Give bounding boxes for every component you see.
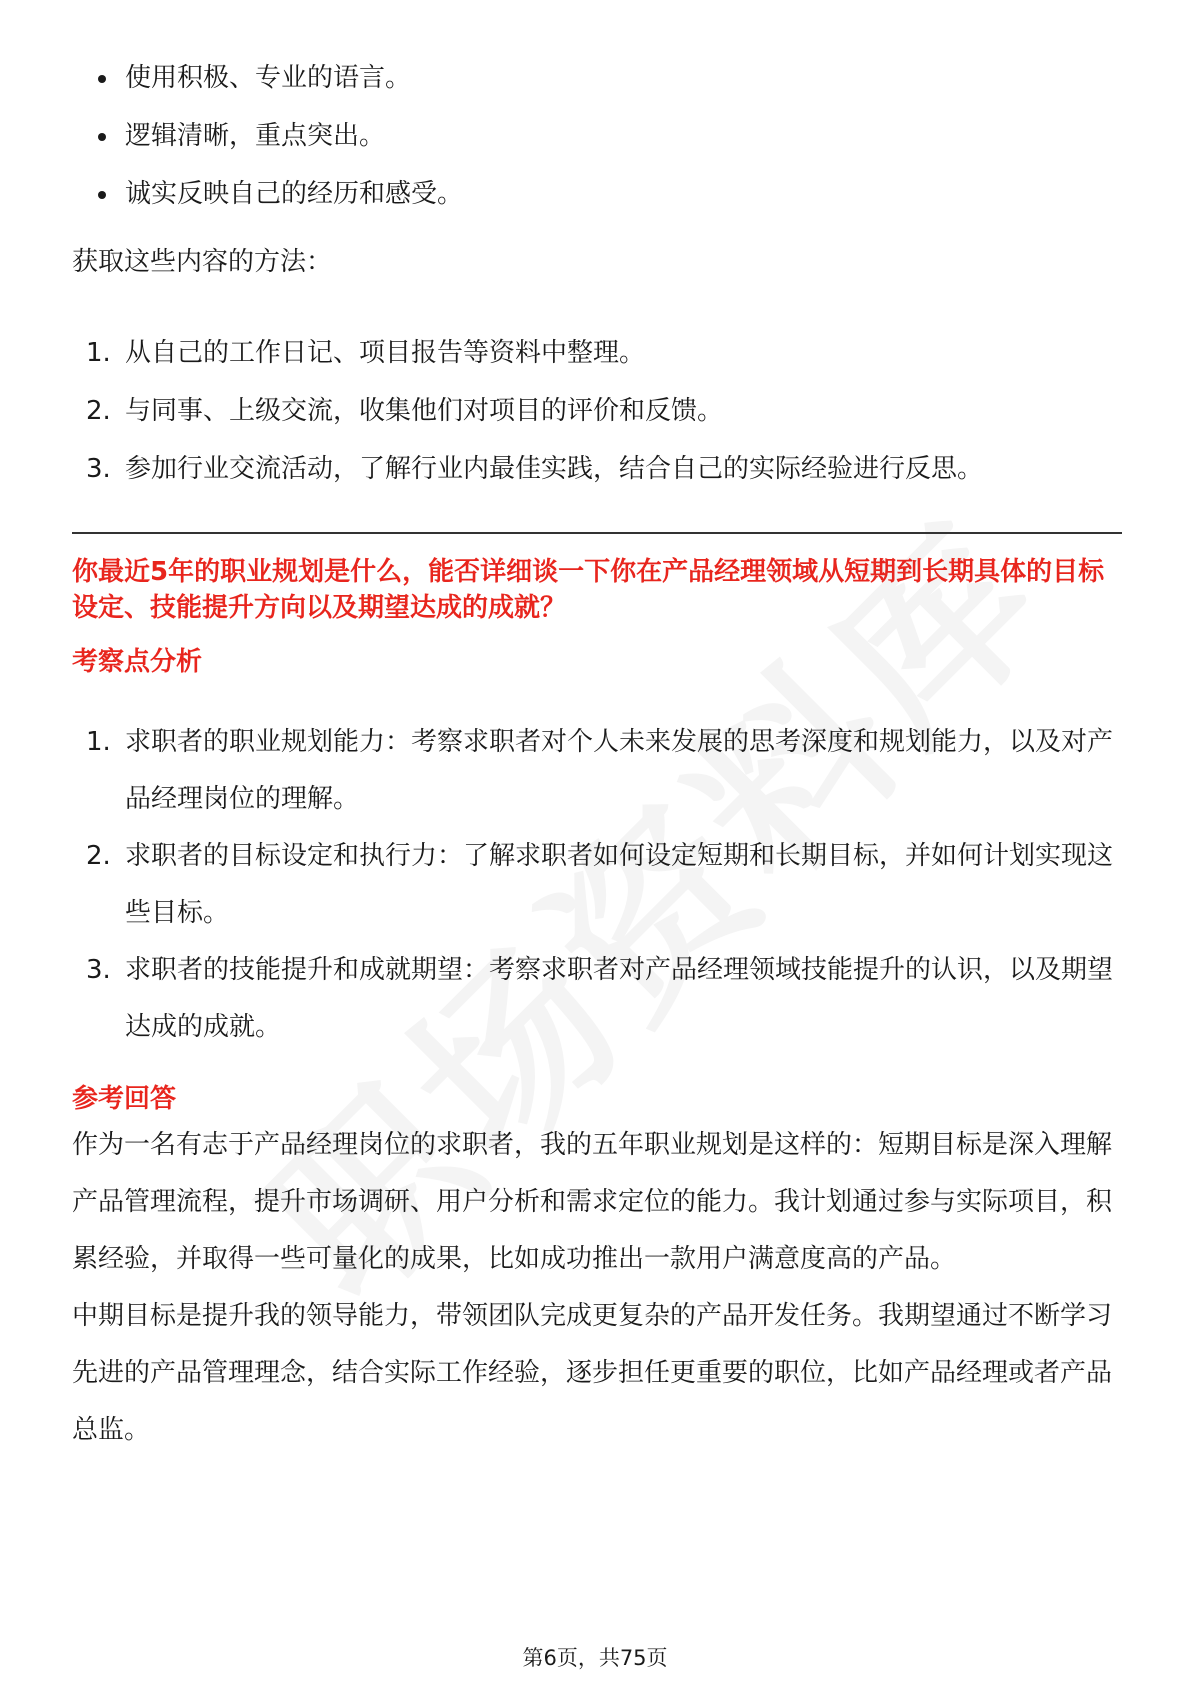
list-item <box>72 60 1122 96</box>
list-item-text: 逻辑清晰，重点突出。 <box>125 121 386 151</box>
list-item-text: 诚实反映自己的经历和感受。 <box>125 179 464 209</box>
list-item <box>72 828 1122 942</box>
answer-paragraph: 中期目标是提升我的领导能力，带领团队完成更复杂的产品开发任务。我期望通过不断学习先进的产品管理理念，结合实际工作经验，逐步担任更重要的职位，比如产品经理或者产品总监。 <box>72 1301 1113 1445</box>
list-number: 1. <box>86 338 111 368</box>
list-item-text: 使用积极、专业的语言。 <box>125 63 412 93</box>
list-item <box>72 441 1122 498</box>
list-number: 3. <box>86 955 111 985</box>
section-divider <box>72 532 1122 534</box>
list-item <box>72 325 1122 382</box>
methods-list <box>72 325 1122 498</box>
list-item <box>72 176 1122 212</box>
list-item-text: 从自己的工作日记、项目报告等资料中整理。 <box>125 338 646 368</box>
answer-paragraph: 作为一名有志于产品经理岗位的求职者，我的五年职业规划是这样的：短期目标是深入理解产品管理流程，提升市场调研、用户分析和需求定位的能力。我计划通过参与实际项目，积累经验，并取得一些可量化的成果，比如成功推出一款用户满意度高的产品。 <box>72 1130 1113 1274</box>
page-footer: 第6页，共75页 <box>522 1646 668 1670</box>
list-item <box>72 714 1122 828</box>
list-item <box>72 118 1122 154</box>
intro-bullet-list <box>72 60 1122 212</box>
bullet-dot-icon <box>98 133 106 141</box>
interview-question: 你最近5年的职业规划是什么，能否详细谈一下你在产品经理领域从短期到长期具体的目标设定、技能提升方向以及期望达成的成就？ <box>72 557 1105 623</box>
list-item-text: 求职者的技能提升和成就期望：考察求职者对产品经理领域技能提升的认识，以及期望达成的成就。 <box>125 955 1114 1042</box>
analysis-list <box>72 714 1122 1056</box>
list-number: 2. <box>86 396 111 426</box>
list-number: 2. <box>86 841 111 871</box>
list-item-text: 与同事、上级交流，收集他们对项目的评价和反馈。 <box>125 396 724 426</box>
list-item <box>72 383 1122 440</box>
page-content <box>72 60 1122 1459</box>
list-item-text: 求职者的职业规划能力：考察求职者对个人未来发展的思考深度和规划能力，以及对产品经理岗位的理解。 <box>125 727 1114 814</box>
analysis-heading: 考察点分析 <box>72 647 203 677</box>
list-number: 3. <box>86 454 111 484</box>
bullet-dot-icon <box>98 75 106 83</box>
methods-label: 获取这些内容的方法： <box>72 247 333 277</box>
list-item <box>72 942 1122 1056</box>
bullet-dot-icon <box>98 191 106 199</box>
list-item-text: 求职者的目标设定和执行力：了解求职者如何设定短期和长期目标，并如何计划实现这些目标。 <box>125 841 1114 928</box>
list-number: 1. <box>86 727 111 757</box>
answer-heading: 参考回答 <box>72 1084 177 1114</box>
list-item-text: 参加行业交流活动，了解行业内最佳实践，结合自己的实际经验进行反思。 <box>125 454 984 484</box>
